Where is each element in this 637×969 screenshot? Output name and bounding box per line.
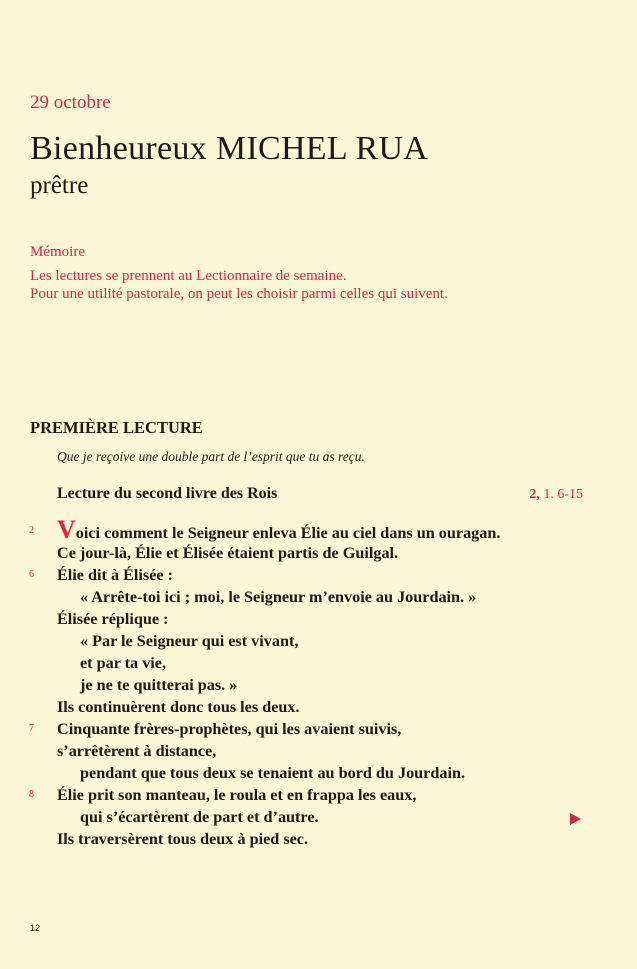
reading-line (0, 720, 637, 742)
reading-line (0, 632, 637, 654)
reading-line (0, 566, 637, 588)
verse-number: 7 (29, 723, 34, 734)
page-title: Bienheureux MICHEL RUA (30, 130, 429, 167)
reading-line (0, 764, 637, 786)
reading-line-text: s’arrêtèrent à distance, (57, 742, 217, 760)
reference-verses: 1. 6-15 (543, 487, 583, 502)
reading-line-text: Ils traversèrent tous deux à pied sec. (57, 830, 309, 848)
reading-line (0, 654, 637, 676)
reading-line-text: je ne te quitterai pas. » (80, 676, 238, 694)
reading-line-text: pendant que tous deux se tenaient au bord du Jourdain. (80, 764, 465, 782)
reading-line (0, 808, 637, 830)
reading-line-text: Ce jour-là, Élie et Élisée étaient partis de Guilgal. (57, 544, 399, 562)
section-title: PREMIÈRE LECTURE (30, 418, 203, 437)
rubric-note-line-1: Les lectures se prennent au Lectionnaire de semaine. (30, 268, 347, 284)
scripture-reference (529, 487, 583, 503)
page-number: 12 (30, 923, 41, 933)
reading-line-text: Cinquante frères-prophètes, qui les avaient suivis, (57, 720, 402, 738)
reading-line (0, 515, 637, 544)
liturgical-rank: Mémoire (30, 244, 85, 260)
rubric-note-line-2: Pour une utilité pastorale, on peut les choisir parmi celles qui suivent. (30, 286, 448, 302)
reading-line-text: « Par le Seigneur qui est vivant, (80, 632, 299, 650)
reference-chapter: 2, (529, 487, 540, 502)
first-line-text: oici comment le Seigneur enleva Élie au ciel dans un ouragan. (75, 524, 501, 542)
verse-number: 6 (29, 569, 34, 580)
reading-line-text: « Arrête-toi ici ; moi, le Seigneur m’envoie au Jourdain. » (80, 588, 477, 606)
reading-line-text: qui s’écartèrent de part et d’autre. (80, 808, 319, 826)
reading-line (0, 742, 637, 764)
reading-line-text: et par ta vie, (80, 654, 167, 672)
reading-line-text: Élie prit son manteau, le roula et en frappa les eaux, (57, 786, 417, 804)
continue-arrow-icon (570, 813, 581, 825)
reading-line (0, 698, 637, 720)
reading-line (0, 676, 637, 698)
verse-number: 2 (29, 525, 34, 536)
reading-line (0, 588, 637, 610)
drop-cap: V (57, 515, 76, 544)
page-subtitle: prêtre (30, 172, 89, 199)
reading-line-text: Ils continuèrent donc tous les deux. (57, 698, 300, 716)
reading-antiphon: Que je reçoive une double part de l’esprit que tu as reçu. (57, 449, 365, 464)
verse-number: 8 (29, 789, 34, 800)
reading-line (0, 830, 637, 852)
reading-line-text: Élisée réplique : (57, 610, 169, 628)
reading-line-text (57, 515, 501, 544)
reading-line-text: Élie dit à Élisée : (57, 566, 173, 584)
reading-introduction: Lecture du second livre des Rois (57, 485, 278, 502)
reading-line (0, 786, 637, 808)
feast-date: 29 octobre (30, 92, 111, 113)
reading-line (0, 544, 637, 566)
reading-line (0, 610, 637, 632)
